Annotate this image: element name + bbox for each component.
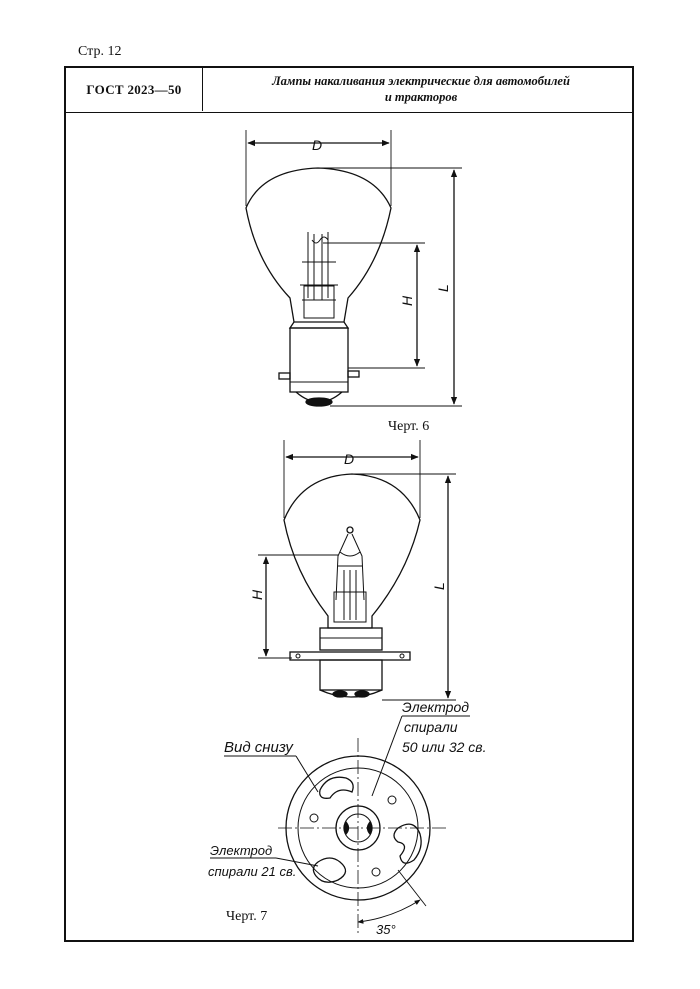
dimension-h-fig7 <box>258 555 338 658</box>
label-bottom-view: Вид снизу <box>224 739 293 756</box>
lamp-figure-7 <box>284 474 420 697</box>
page-number: Стр. 12 <box>78 44 122 59</box>
label-l-fig7: L <box>431 582 447 590</box>
title-line-1: Лампы накаливания электрические для автомобилей <box>272 74 570 88</box>
label-electrode-bottom-2: спирали 21 св. <box>208 864 297 879</box>
label-electrode-top: Электрод <box>402 699 469 715</box>
gost-code: ГОСТ 2023—50 <box>66 68 203 111</box>
label-electrode-top-2: спирали <box>404 719 458 735</box>
label-d-fig6: D <box>312 137 323 153</box>
label-angle: 35° <box>376 922 396 937</box>
lamp-figure-6 <box>246 168 391 406</box>
caption-fig7: Черт. 7 <box>226 909 268 924</box>
label-electrode-bottom: Электрод <box>210 843 273 858</box>
label-h-fig7: H <box>249 589 265 600</box>
label-d-fig7: D <box>344 451 355 467</box>
label-electrode-top-3: 50 или 32 св. <box>402 739 487 755</box>
label-l-fig6: L <box>435 284 451 292</box>
caption-fig6: Черт. 6 <box>388 419 430 434</box>
title-line-2: и тракторов <box>384 90 458 104</box>
label-h-fig6: H <box>399 295 415 306</box>
